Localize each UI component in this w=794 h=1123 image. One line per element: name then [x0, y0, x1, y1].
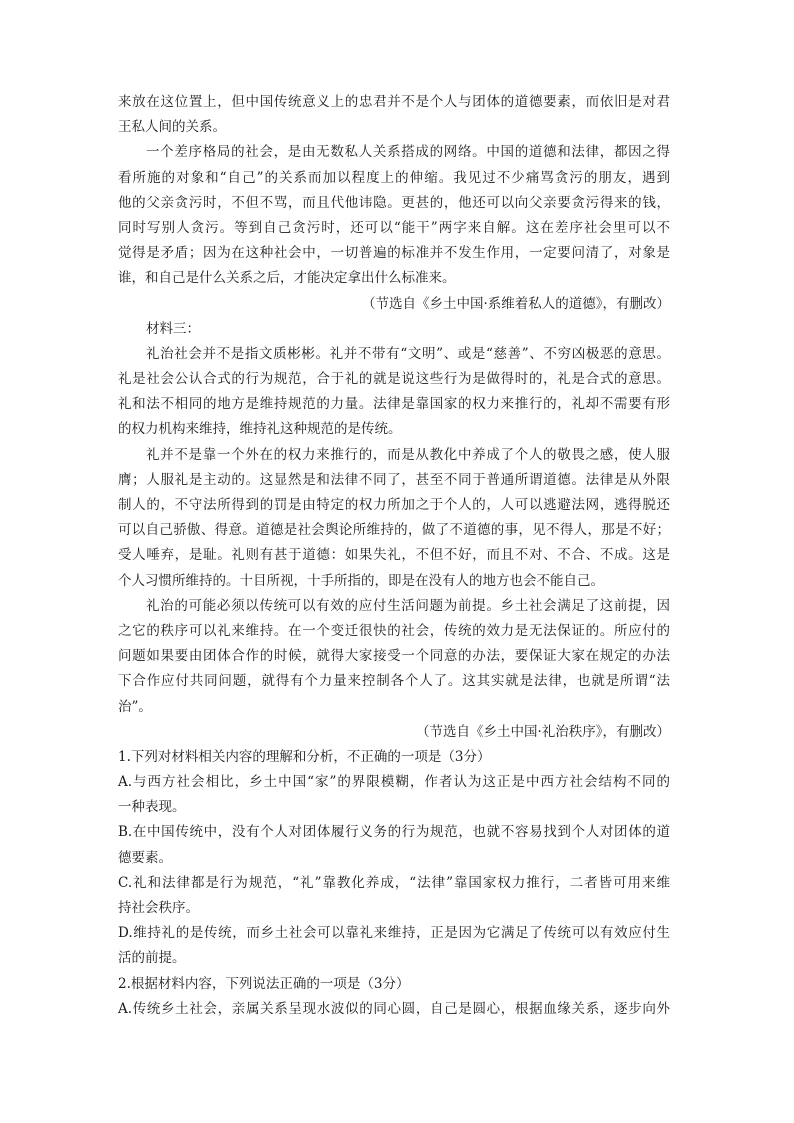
text-line: 礼和法不相同的地方是维持规范的力量。法律是靠国家的权力来推行的，礼却不需要有形 — [118, 396, 670, 413]
option-a — [118, 997, 670, 1022]
source-citation: （节选自《乡土中国·系维着私人的道德》，有删改） — [361, 295, 670, 312]
question-2 — [118, 972, 670, 1022]
text-line: 之它的秩序可以礼来维持。在一个变迁很快的社会，传统的效力是无法保证的。所应付的 — [118, 622, 670, 639]
paragraph-礼并不是 — [118, 443, 670, 594]
text-line: 一个差序格局的社会，是由无数私人关系搭成的网络。中国的道德和法律，都因之得 — [146, 144, 670, 161]
text-line: 来放在这位置上，但中国传统意义上的忠君并不是个人与团体的道德要素，而依旧是对君 — [118, 94, 670, 110]
text-line: 德要素。 — [118, 849, 172, 866]
source-citation: （节选自《乡土中国·礼治秩序》，有删改） — [415, 723, 670, 740]
text-line: B.在中国传统中，没有个人对团体履行义务的行为规范，也就不容易找到个人对团体的道 — [118, 824, 670, 841]
text-line: A.传统乡土社会，亲属关系呈现水波似的同心圆，自己是圆心，根据血缘关系，逐步向外 — [118, 1000, 670, 1017]
text-line: 下合作应付共同问题，就得有个力量来控制各个人了。这其实就是法律，也就是所谓“法 — [118, 673, 670, 690]
document-page — [118, 90, 670, 1022]
paragraph-礼治社会 — [118, 342, 670, 443]
text-line: 个人习惯所维持的。十目所视，十手所指的，即是在没有人的地方也会不能自己。 — [118, 572, 604, 589]
text-line: 一种表现。 — [118, 799, 186, 816]
intro-paragraph — [118, 90, 670, 140]
text-line: 可以自己骄傲、得意。道德是社会舆论所维持的，做了不道德的事，见不得人，那是不好； — [118, 522, 670, 539]
text-line: D.维持礼的是传统，而乡土社会可以靠礼来维持，正是因为它满足了传统可以有效应付生 — [118, 925, 670, 942]
text-line: 活的前提。 — [118, 950, 186, 967]
material-label: 材料三： — [146, 320, 200, 337]
text-line: 的权力机构来维持，维持礼这种规范的是传统。 — [118, 421, 402, 438]
text-line: A.与西方社会相比，乡土中国“家”的界限模糊，作者认为这正是中西方社会结构不同的 — [118, 774, 670, 791]
question-1 — [118, 745, 670, 972]
text-line: 看所施的对象和“自己”的关系而加以程度上的伸缩。我见过不少痛骂贪污的朋友，遇到 — [118, 169, 670, 186]
text-line: 问题如果要由团体合作的时候，就得大家接受一个同意的办法，要保证大家在规定的办法 — [118, 648, 670, 665]
option-c — [118, 871, 670, 921]
text-line: 受人唾弃，是耻。礼则有甚于道德：如果失礼，不但不好，而且不对、不合、不成。这是 — [118, 547, 670, 564]
option-b — [118, 820, 670, 870]
text-line: C.礼和法律都是行为规范，“礼”靠教化养成，“法律”靠国家权力推行，二者皆可用来维 — [118, 874, 670, 891]
paragraph-差序格局 — [118, 140, 670, 291]
text-line: 持社会秩序。 — [118, 900, 199, 916]
text-line: 王私人间的关系。 — [118, 119, 226, 136]
text-line: 同时写别人贪污。等到自己贪污时，还可以“能干”两字来自解。这在差序社会里可以不 — [118, 219, 670, 236]
text-line: 礼是社会公认合式的行为规范，合于礼的就是说这些行为是做得时的，礼是合式的意思。 — [118, 371, 670, 388]
text-line: 制人的，不守法所得到的罚是由特定的权力所加之于个人的，人可以逃避法网，逃得脱还 — [118, 497, 670, 513]
text-line: 治”。 — [118, 698, 152, 715]
question-stem: 1.下列对材料相关内容的理解和分析，不正确的一项是（3分） — [118, 748, 491, 765]
text-line: 膺；人服礼是主动的。这显然是和法律不同了，甚至不同于普通所谓道德。法律是从外限 — [118, 471, 670, 488]
question-stem: 2.根据材料内容，下列说法正确的一项是（3分） — [118, 975, 410, 992]
paragraph-礼治的可能 — [118, 594, 670, 720]
text-line: 觉得是矛盾；因为在这种社会中，一切普遍的标准并不发生作用，一定要问清了，对象是 — [118, 245, 670, 262]
text-line: 他的父亲贪污时，不但不骂，而且代他讳隐。更甚的，他还可以向父亲要贪污得来的钱， — [118, 194, 670, 211]
option-a — [118, 770, 670, 820]
text-line: 礼并不是靠一个外在的权力来推行的，而是从教化中养成了个人的敬畏之感，使人服 — [146, 446, 670, 463]
text-line: 礼治社会并不是指文质彬彬。礼并不带有“文明”、或是“慈善”、不穷凶极恶的意思。 — [146, 345, 670, 362]
text-line: 礼治的可能必须以传统可以有效的应付生活问题为前提。乡土社会满足了这前提，因 — [146, 597, 670, 614]
text-line: 谁，和自己是什么关系之后，才能决定拿出什么标准来。 — [118, 270, 456, 287]
option-d — [118, 921, 670, 971]
